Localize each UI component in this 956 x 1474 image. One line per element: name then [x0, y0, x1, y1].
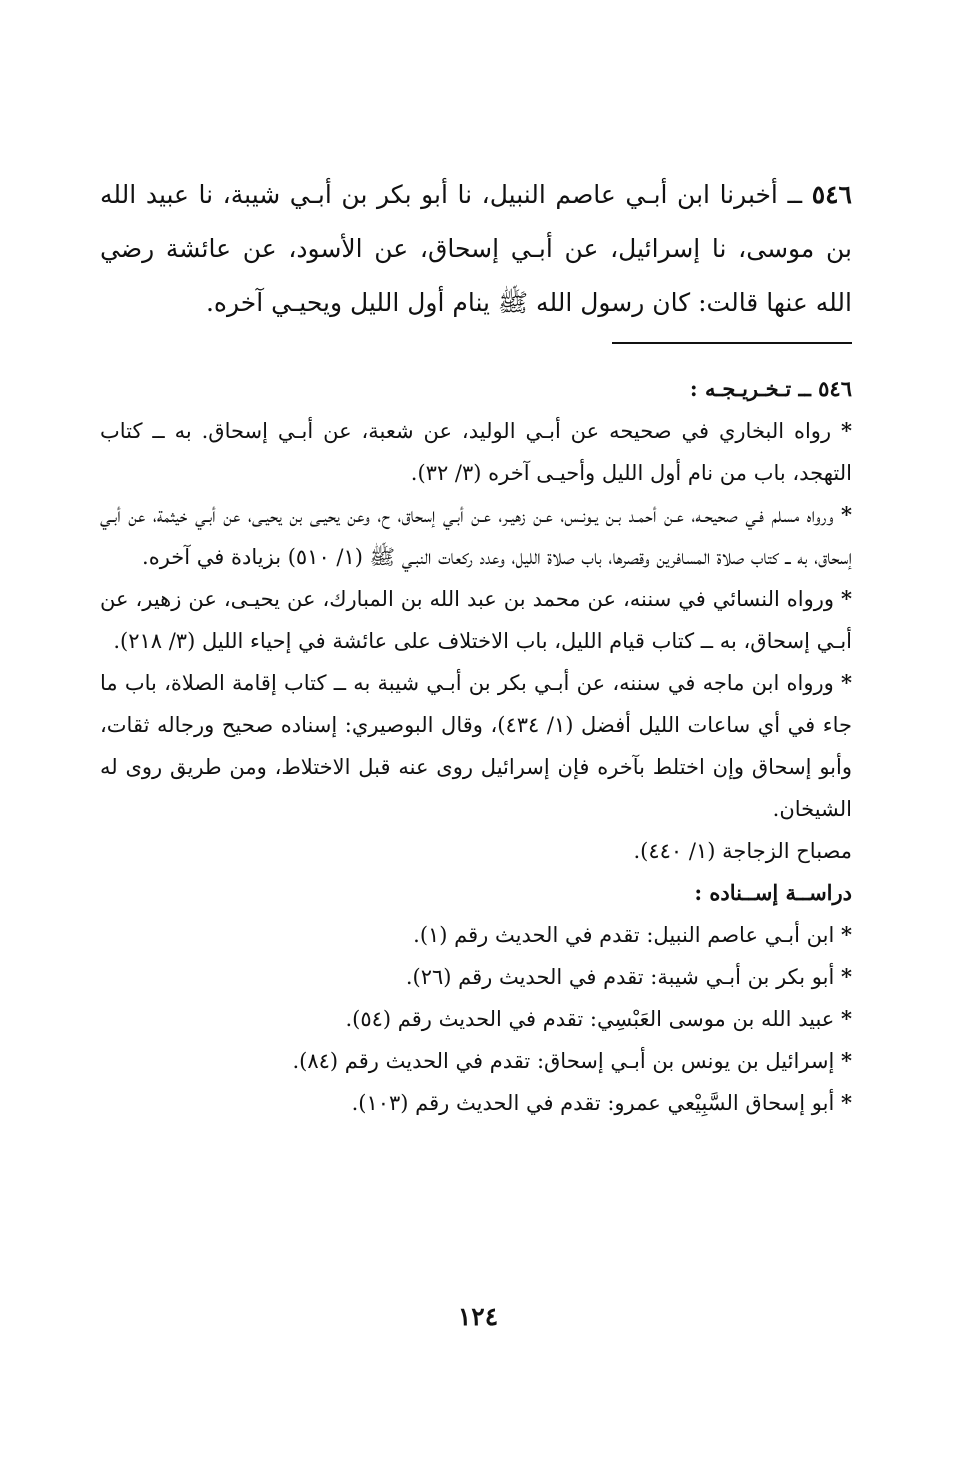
study-heading: دراســة إســناده : [694, 880, 852, 905]
study-item-3: * عبيد الله بن موسى العَبْسِي: تقدم في الحديث رقم (٥٤). [345, 1006, 852, 1031]
study-item-1: * ابن أبـي عاصم النبيل: تقدم في الحديث رقم (١). [413, 922, 852, 947]
hadith-text-block [100, 168, 852, 330]
bullet-icon: * [841, 502, 852, 527]
bullet-icon: * [841, 964, 852, 989]
takhrij-paragraph-3: * ورواه النسائي في سننه، عن محمد بن عبد الله بن المبارك، عن يحيـى، عن زهير، عن أبـي إسحاق، به ــ كتاب قيام الليل، باب الاختلاف على عائشة في إحياء الليل (٣/ ٢١٨). [100, 586, 852, 653]
hadith-text: ــ أخبرنا ابن أبـي عاصم النبيل، نا أبو بكر بن أبـي شيبة، نا عبيد الله بن موسى، نا إسرائيل، عن أبـي إسحاق، عن الأسود، عن عائشة رضي الله عنها قالت: كان رسول الله ﷺ ينام أول الليل ويحيـي آخره. [100, 180, 852, 317]
takhrij-paragraph-1: * رواه البخاري في صحيحه عن أبـي الوليد، عن شعبة، عن أبـي إسحاق. به ــ كتاب التهجد، باب من نام أول الليل وأحيـى آخره (٣/ ٣٢). [100, 418, 852, 485]
bullet-icon: * [841, 1006, 852, 1031]
footnote-divider [612, 342, 852, 344]
bullet-icon: * [841, 1048, 852, 1073]
bullet-icon: * [841, 670, 852, 695]
takhrij-paragraph-2: * ورواه مسلم فـي صحيحـه، عـن أحمـد بـن يـونـس، عـن زهيـر، عـن أبـي إسحاق، ح، وعن يحيـى بن يحيـى، عن أبـي خيثمة، عن أبـي إسحاق، به ــ كتاب صلاة المسافرين وقصرها، باب صلاة الليل، وعدد ركعات النبـي ﷺ (١/ ٥١٠) بزيادة في آخره. [100, 502, 852, 569]
bullet-icon: * [841, 586, 852, 611]
bullet-icon: * [841, 922, 852, 947]
bullet-icon: * [841, 418, 852, 443]
takhrij-heading: ٥٤٦ ــ تـخـريـجـه : [689, 376, 852, 401]
hadith-number: ٥٤٦ [811, 180, 852, 209]
footnotes-block [100, 368, 852, 1124]
takhrij-paragraph-4: * ورواه ابن ماجه في سننه، عن أبـي بكر بن أبـي شيبة به ــ كتاب إقامة الصلاة، باب ما جاء في أي ساعات الليل أفضل (١/ ٤٣٤)، وقال البوصيري: إسناده صحيح ورجاله ثقات، وأبو إسحاق وإن اختلط بآخره فإن إسرائيل روى عنه قبل الاختلاط، ومن طريق روى له الشيخان. [100, 670, 852, 821]
study-item-2: * أبو بكر بن أبـي شيبة: تقدم في الحديث رقم (٢٦). [405, 964, 852, 989]
bullet-icon: * [841, 1090, 852, 1115]
page-number: ١٢٤ [457, 1302, 499, 1331]
study-item-5: * أبو إسحاق السَّبِيْعي عمرو: تقدم في الحديث رقم (١٠٣). [351, 1090, 852, 1115]
study-item-4: * إسرائيل بن يونس بن أبـي إسحاق: تقدم في الحديث رقم (٨٤). [292, 1048, 852, 1073]
misbah-reference: مصباح الزجاجة (١/ ٤٤٠). [633, 839, 852, 863]
